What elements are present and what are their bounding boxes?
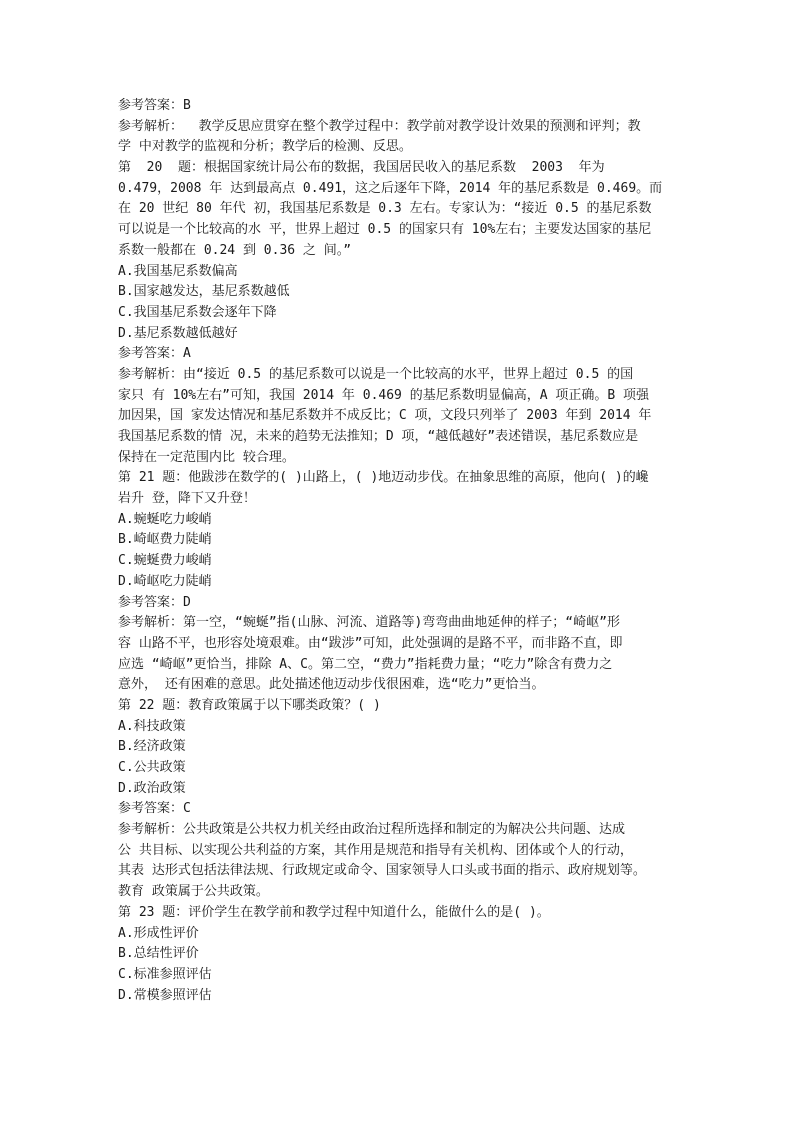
text-line: A.蜿蜒吃力峻峭 [118, 511, 212, 527]
text-line: 参考解析：第一空，“蜿蜒”指(山脉、河流、道路等)弯弯曲曲地延伸的样子；“崎岖”形 [118, 615, 620, 631]
text-line: 第 21 题：他跋涉在数学的( )山路上，( )地迈动步伐。在抽象思维的高原，他向( )的巉 [118, 470, 649, 486]
text-line: D.崎岖吃力陡峭 [118, 573, 212, 589]
text-line: 第 20 题：根据国家统计局公布的数据，我国居民收入的基尼系数 2003 年为 [118, 160, 605, 176]
text-line: 我国基尼系数的情 况，未来的趋势无法推知；D 项，“越低越好”表述错误，基尼系数应是 [118, 429, 639, 444]
text-line: 参考解析：由“接近 0.5 的基尼系数可以说是一个比较高的水平，世界上超过 0.5 的国 [118, 366, 634, 382]
text-line: B.总结性评价 [118, 946, 199, 962]
text-line: 公 共目标、以实现公共利益的方案，其作用是规范和指导有关机构、团体或个人的行动， [118, 842, 633, 858]
text-line: A.我国基尼系数偏高 [118, 263, 238, 279]
text-line: 参考解析：公共政策是公共权力机关经由政治过程所选择和制定的为解决公共问题、达成 [118, 822, 626, 838]
text-line: 参考答案：C [118, 801, 191, 817]
text-line: A.科技政策 [118, 718, 186, 734]
text-line: 家只 有 10%左右”可知，我国 2014 年 0.469 的基尼系数明显偏高，A 项正确。B 项强 [118, 387, 650, 403]
text-line: 可以说是一个比较高的水 平，世界上超过 0.5 的国家只有 10%左右；主要发达国家的基尼 [118, 222, 652, 238]
text-line: D.常模参照评估 [118, 987, 212, 1003]
text-line: B.国家越发达，基尼系数越低 [118, 284, 290, 300]
text-line: C.公共政策 [118, 760, 186, 775]
text-line: 教育 政策属于公共政策。 [118, 884, 269, 900]
text-line: 第 23 题：评价学生在教学前和教学过程中知道什么，能做什么的是( )。 [118, 904, 550, 920]
text-line: D.政治政策 [118, 780, 186, 796]
text-line: 其表 达形式包括法律法规、行政规定或命令、国家领导人口头或书面的指示、政府规划等。 [118, 863, 646, 879]
text-line: 容 山路不平，也形容处境艰难。由“跋涉”可知，此处强调的是路不平，而非路不直，即 [118, 635, 623, 651]
text-line: 参考答案：A [118, 346, 191, 362]
text-line: 第 22 题：教育政策属于以下哪类政策？( ) [118, 697, 381, 713]
text-line: A.形成性评价 [118, 925, 199, 941]
text-line: B.经济政策 [118, 739, 186, 755]
text-line: 在 20 世纪 80 年代 初，我国基尼系数是 0.3 左右。专家认为：“接近 0.5 的基尼系数 [118, 201, 652, 217]
text-line: 参考解析： 教学反思应贯穿在整个教学过程中：教学前对教学设计效果的预测和评判；教 [118, 118, 641, 134]
text-line: 参考答案：B [118, 98, 191, 113]
text-line: C.标准参照评估 [118, 966, 212, 982]
text-line: 应选 “崎岖”更恰当，排除 A、C。第二空，“费力”指耗费力量；“吃力”除含有费力之 [118, 656, 613, 672]
text-line: 岩升 登，降下又升登！ [118, 491, 256, 507]
text-line: 加因果，国 家发达情况和基尼系数并不成反比；C 项，文段只列举了 2003 年到 2014 年 [118, 408, 652, 424]
text-line: B.崎岖费力陡峭 [118, 532, 212, 548]
text-line: 参考答案：D [118, 594, 191, 610]
text-line: 0.479，2008 年 达到最高点 0.491，这之后逐年下降，2014 年的基尼系数是 0.469。而 [118, 180, 663, 196]
text-line: C.蜿蜒费力峻峭 [118, 553, 212, 569]
text-line: 意外， 还有困难的意思。此处描述他迈动步伐很困难，选“吃力”更恰当。 [118, 677, 545, 693]
text-line: 学 中对教学的监视和分析；教学后的检测、反思。 [118, 139, 412, 155]
text-line: 保持在一定范围内比 较合理。 [118, 449, 295, 465]
text-line: 系数一般都在 0.24 到 0.36 之 间。” [118, 242, 352, 258]
text-line: D.基尼系数越低越好 [118, 325, 238, 341]
text-line: C.我国基尼系数会逐年下降 [118, 304, 277, 320]
